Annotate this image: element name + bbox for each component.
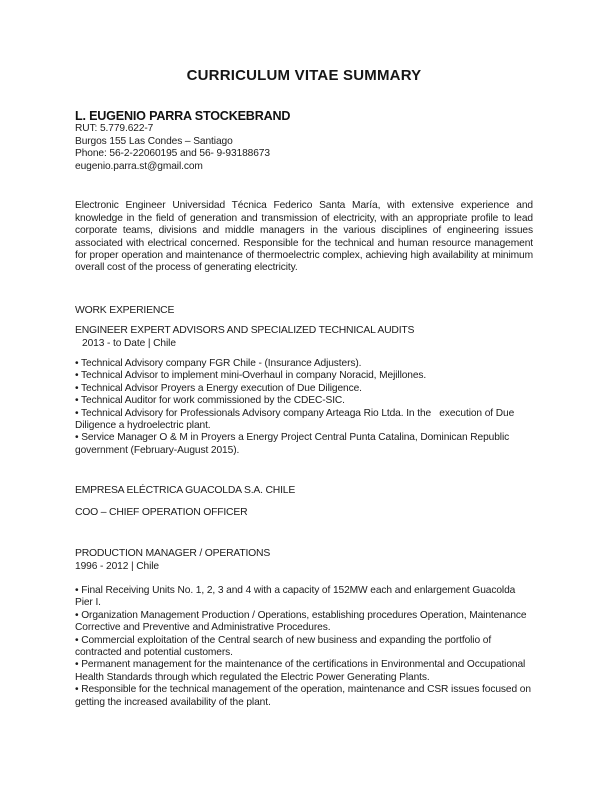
bullet-item: • Responsible for the technical management of the operation, maintenance and CSR issues focused on getting the increased availability of the plant. bbox=[75, 684, 531, 708]
job-period: 1996 - 2012 | Chile bbox=[75, 560, 160, 572]
bullet-item: • Technical Advisor Proyers a Energy execution of Due Diligence. bbox=[75, 382, 362, 394]
company-role: COO – CHIEF OPERATION OFFICER bbox=[75, 506, 248, 518]
bullet-item: • Technical Auditor for work commissioned by the CDEC-SIC. bbox=[75, 395, 345, 407]
person-name: L. EUGENIO PARRA STOCKEBRAND bbox=[75, 109, 291, 123]
person-rut: RUT: 5.779.622-7 bbox=[75, 123, 154, 134]
bullet-item: • Permanent management for the maintenance of the certifications in Environmental and Occupational Health Standards through which regulated the Electric Power Generating Plants. bbox=[75, 659, 526, 683]
person-email: eugenio.parra.st@gmail.com bbox=[75, 160, 203, 172]
bullet-item: • Technical Advisory for Professionals Advisory company Arteaga Rio Ltda. In the execution of Due Diligence a hydroelectric plant. bbox=[75, 407, 515, 432]
company-name: EMPRESA ELÉCTRICA GUACOLDA S.A. CHILE bbox=[75, 485, 296, 497]
bullet-item: • Technical Advisor to implement mini-Overhaul in company Noracid, Mejillones. bbox=[75, 370, 427, 382]
person-address: Burgos 155 Las Condes – Santiago bbox=[75, 135, 233, 147]
bullet-list bbox=[75, 358, 533, 457]
contact-block bbox=[75, 109, 533, 173]
document-title: CURRICULUM VITAE SUMMARY bbox=[186, 67, 422, 84]
bullet-item: • Technical Advisory company FGR Chile - (Insurance Adjusters). bbox=[75, 358, 362, 370]
bullet-item: • Commercial exploitation of the Central search of new business and expanding the portfolio of contracted and potential customers. bbox=[75, 634, 492, 658]
bullet-list bbox=[75, 585, 533, 709]
job-title: PRODUCTION MANAGER / OPERATIONS bbox=[75, 548, 271, 560]
bullet-item: • Organization Management Production / Operations, establishing procedures Operation, Maintenance Corrective and Preventive and Administrative Procedures. bbox=[75, 609, 527, 634]
section-work-experience: WORK EXPERIENCE bbox=[75, 304, 175, 316]
person-phone: Phone: 56-2-22060195 and 56- 9-93188673 bbox=[75, 148, 270, 160]
bullet-item: • Final Receiving Units No. 1, 2, 3 and 4 with a capacity of 152MW each and enlargement Guacolda Pier I. bbox=[75, 584, 516, 609]
job-entry bbox=[75, 325, 533, 457]
job-period: 2013 - to Date | Chile bbox=[82, 337, 176, 349]
job-entry bbox=[75, 548, 533, 709]
bullet-item: • Service Manager O & M in Proyers a Energy Project Central Punta Catalina, Dominican Republic government (February-August 2015). bbox=[75, 432, 510, 456]
job-title: ENGINEER EXPERT ADVISORS AND SPECIALIZED TECHNICAL AUDITS bbox=[75, 325, 415, 337]
profile-summary: Electronic Engineer Universidad Técnica Federico Santa María, with extensive experience and knowledge in the field of generation and transmission of electricity, with an appropriate profile to lead corporate teams, divisions and middle managers in the various disciplines of engineering issues associated with electrical concerned. Responsible for the technical and human resource management for proper operation and maintenance of thermoelectric complex, achieving high availability at minimum overall cost of the process of generating electricity. bbox=[75, 200, 533, 274]
